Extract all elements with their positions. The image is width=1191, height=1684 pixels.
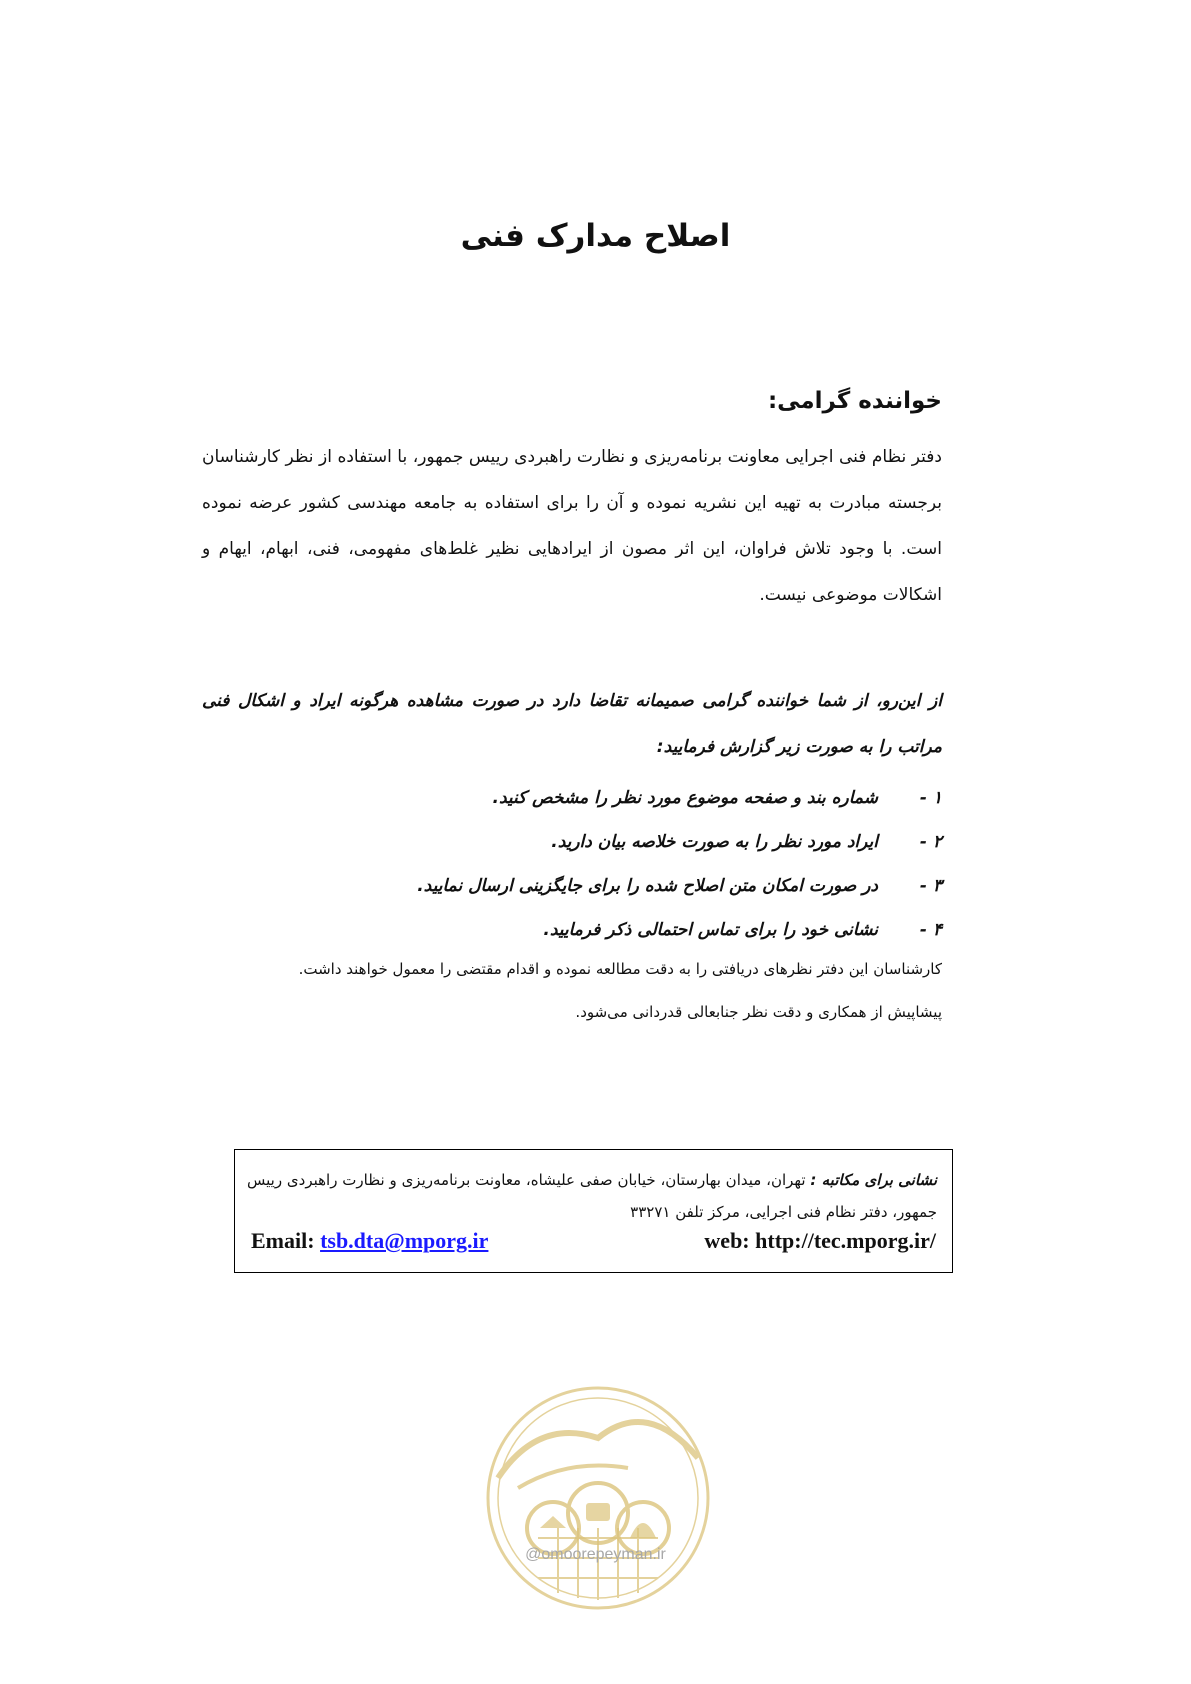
- list-item-number: ۲ -: [919, 832, 942, 852]
- list-item: [202, 864, 942, 908]
- list-item: [202, 820, 942, 864]
- list-item-text: نشانی خود را برای تماس احتمالی ذکر فرمایید.: [543, 920, 878, 940]
- web-line: [704, 1228, 936, 1254]
- page-title: اصلاح مدارک فنی: [460, 218, 731, 254]
- logo-watermark-icon: [478, 1378, 718, 1618]
- contact-label: نشانی برای مکاتبه :: [810, 1171, 937, 1189]
- web-label: web:: [704, 1228, 750, 1253]
- intro-paragraph: دفتر نظام فنی اجرایی معاونت برنامه‌ریزی و نظارت راهبردی رییس جمهور، با استفاده از نظر کارشناسان برجسته مبادرت به تهیه این نشریه نموده و آن را برای استفاده به جامعه مهندسی کشور عرضه نموده است. با وجود تلاش فراوان، این اثر مصون از ایرادهایی نظیر غلط‌های مفهومی، فنی، ابهام، ایهام و اشکالات موضوعی نیست.: [202, 447, 942, 605]
- contact-address: [247, 1164, 937, 1228]
- closing-line: کارشناسان این دفتر نظرهای دریافتی را به دقت مطالعه نموده و اقدام مقتضی را معمول خواهند داشت.: [298, 960, 942, 978]
- list-item: [202, 908, 942, 952]
- list-item-number: ۳ -: [919, 876, 942, 896]
- instructions-list: [202, 776, 942, 952]
- list-item-number: ۱ -: [919, 788, 942, 808]
- closing-line: پیشاپیش از همکاری و دقت نظر جنابعالی قدردانی می‌شود.: [575, 1003, 942, 1021]
- list-item-text: شماره بند و صفحه موضوع مورد نظر را مشخص کنید.: [492, 788, 878, 808]
- email-link[interactable]: tsb.dta@mporg.ir: [320, 1228, 489, 1253]
- watermark-text: @omoorepeyman.ir: [525, 1546, 666, 1563]
- list-item-text: ایراد مورد نظر را به صورت خلاصه بیان دارید.: [551, 832, 878, 852]
- contact-box: [234, 1149, 953, 1273]
- list-item-text: در صورت امکان متن اصلاح شده را برای جایگزینی ارسال نمایید.: [417, 876, 878, 896]
- closing-text: [202, 948, 942, 1034]
- list-item: [202, 776, 942, 820]
- greeting-heading: خواننده گرامی:: [767, 388, 942, 414]
- email-line: [251, 1228, 488, 1254]
- request-paragraph: از این‌رو، از شما خواننده گرامی صمیمانه تقاضا دارد در صورت مشاهده هرگونه ایراد و اشکال فنی مراتب را به صورت زیر گزارش فرمایید:: [202, 691, 942, 757]
- email-label: Email:: [251, 1228, 315, 1253]
- contact-address-text: تهران، میدان بهارستان، خیابان صفی علیشاه، معاونت برنامه‌ریزی و نظارت راهبردی رییس جمهور، دفتر نظام فنی اجرایی، مرکز تلفن ۳۳۲۷۱: [247, 1171, 937, 1221]
- web-address: http://tec.mporg.ir/: [755, 1228, 936, 1253]
- list-item-number: ۴ -: [919, 920, 942, 940]
